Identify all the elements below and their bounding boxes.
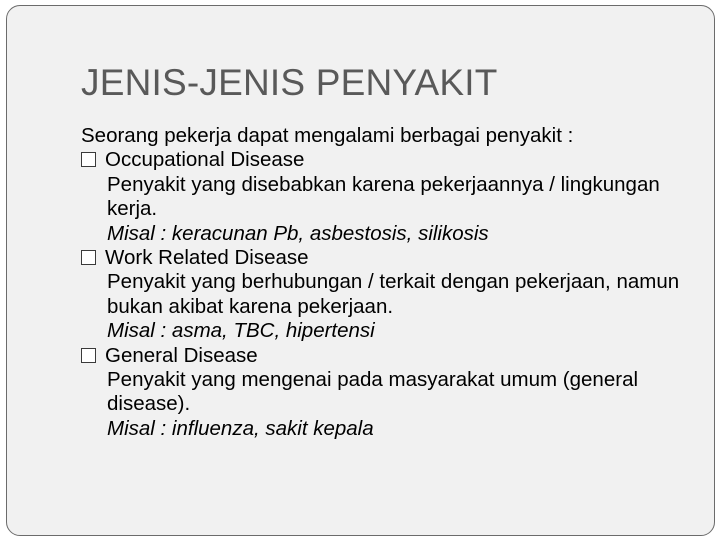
item-heading: Work Related Disease — [105, 246, 309, 270]
list-item-general-disease — [81, 344, 701, 368]
item-description: Penyakit yang berhubungan / terkait dengan pekerjaan, namun bukan akibat karena pekerjaan. — [107, 270, 680, 318]
list-item-occupational-disease — [81, 148, 701, 172]
checkbox-icon — [81, 250, 96, 265]
item-heading: Occupational Disease — [105, 148, 305, 172]
slide-title: JENIS-JENIS PENYAKIT — [81, 62, 498, 103]
slide-body — [81, 124, 701, 441]
intro-text: Seorang pekerja dapat mengalami berbagai penyakit : — [81, 124, 574, 147]
item-heading: General Disease — [105, 343, 258, 367]
item-example: Misal : influenza, sakit kepala — [107, 416, 374, 440]
slide — [6, 5, 715, 536]
item-description: Penyakit yang disebabkan karena pekerjaannya / lingkungan kerja. — [107, 172, 660, 221]
item-example: Misal : keracunan Pb, asbestosis, silikosis — [107, 221, 489, 245]
item-example: Misal : asma, TBC, hipertensi — [107, 319, 375, 343]
checkbox-icon — [81, 348, 96, 363]
list-item-work-related-disease — [81, 246, 701, 270]
checkbox-icon — [81, 152, 96, 167]
item-description: Penyakit yang mengenai pada masyarakat umum (general disease). — [107, 368, 639, 416]
